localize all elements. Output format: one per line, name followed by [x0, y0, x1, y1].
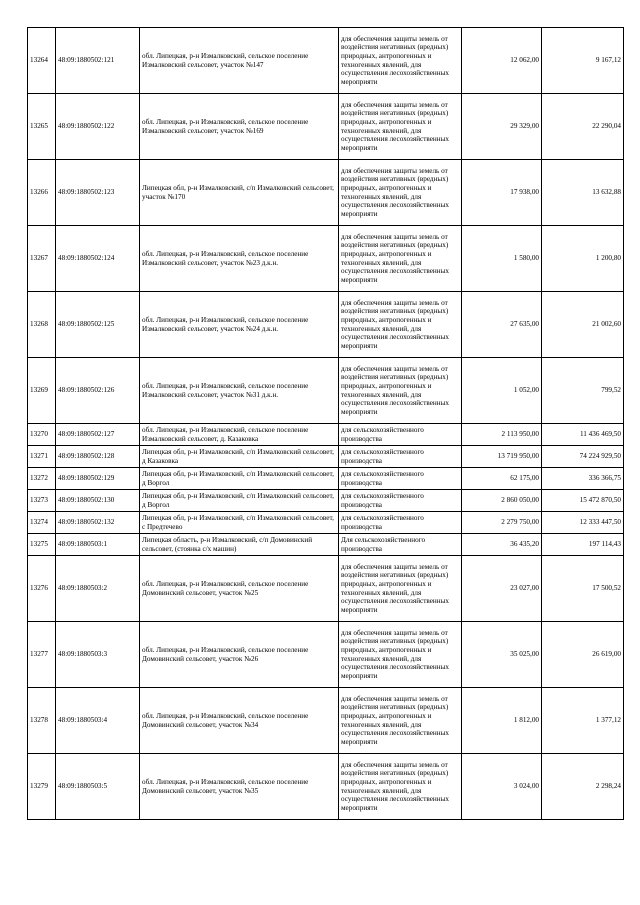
table-body	[28, 28, 624, 820]
row-number: 13269	[28, 358, 56, 424]
area-value: 1 812,00	[462, 688, 542, 754]
address: обл. Липецкая, р-н Измалковский, сельское поселение Измалковский сельсовет, участок №24 д.к.н.	[140, 292, 339, 358]
area-value: 1 580,00	[462, 226, 542, 292]
address: Липецкая обл, р-н Измалковский, с/п Измалковский сельсовет, д Воргол	[140, 468, 339, 490]
area-value: 62 175,00	[462, 468, 542, 490]
cadastral-number: 48:09:1880502:122	[56, 94, 140, 160]
cadastral-number: 48:09:1880503:2	[56, 556, 140, 622]
area-value: 1 052,00	[462, 358, 542, 424]
cadastral-number: 48:09:1880502:121	[56, 28, 140, 94]
table-row	[28, 556, 624, 622]
area-value: 36 435,20	[462, 534, 542, 556]
table-row	[28, 468, 624, 490]
permitted-use: для обеспечения защиты земель от воздействия негативных (вредных) природных, антропогенных и техногенных явлений, для осуществления лесохозяйственных мероприяти	[339, 160, 462, 226]
area-value: 3 024,00	[462, 754, 542, 820]
cadastral-number: 48:09:1880502:124	[56, 226, 140, 292]
land-register-table	[27, 27, 624, 820]
cadastral-value: 336 366,75	[542, 468, 624, 490]
address: обл. Липецкая, р-н Измалковский, сельское поселение Измалковский сельсовет, участок №147	[140, 28, 339, 94]
cadastral-number: 48:09:1880502:127	[56, 424, 140, 446]
permitted-use: для обеспечения защиты земель от воздействия негативных (вредных) природных, антропогенных и техногенных явлений, для осуществления лесохозяйственных мероприяти	[339, 292, 462, 358]
cadastral-value: 2 298,24	[542, 754, 624, 820]
row-number: 13272	[28, 468, 56, 490]
row-number: 13276	[28, 556, 56, 622]
row-number: 13278	[28, 688, 56, 754]
row-number: 13270	[28, 424, 56, 446]
area-value: 27 635,00	[462, 292, 542, 358]
row-number: 13275	[28, 534, 56, 556]
permitted-use: для обеспечения защиты земель от воздействия негативных (вредных) природных, антропогенных и техногенных явлений, для осуществления лесохозяйственных мероприяти	[339, 754, 462, 820]
row-number: 13274	[28, 512, 56, 534]
permitted-use: для обеспечения защиты земель от воздействия негативных (вредных) природных, антропогенных и техногенных явлений, для осуществления лесохозяйственных мероприяти	[339, 556, 462, 622]
table-row	[28, 94, 624, 160]
cadastral-value: 13 632,88	[542, 160, 624, 226]
address: Липецкая обл, р-н Измалковский, с/п Измалковский сельсовет, с Предтечево	[140, 512, 339, 534]
table-row	[28, 292, 624, 358]
permitted-use: для сельскохозяйственного производства	[339, 468, 462, 490]
cadastral-number: 48:09:1880502:129	[56, 468, 140, 490]
cadastral-value: 15 472 870,50	[542, 490, 624, 512]
address: Липецкая обл, р-н Измалковский, с/п Измалковский сельсовет, д Казаковка	[140, 446, 339, 468]
area-value: 2 860 050,00	[462, 490, 542, 512]
cadastral-value: 9 167,12	[542, 28, 624, 94]
cadastral-value: 1 200,80	[542, 226, 624, 292]
cadastral-number: 48:09:1880502:125	[56, 292, 140, 358]
address: обл. Липецкая, р-н Измалковский, сельское поселение Измалковский сельсовет, участок №31 д.к.н.	[140, 358, 339, 424]
cadastral-value: 197 114,43	[542, 534, 624, 556]
permitted-use: для сельскохозяйственного производства	[339, 490, 462, 512]
row-number: 13268	[28, 292, 56, 358]
area-value: 17 938,00	[462, 160, 542, 226]
permitted-use: Для сельскохозяйственного производства	[339, 534, 462, 556]
cadastral-value: 22 290,04	[542, 94, 624, 160]
permitted-use: для обеспечения защиты земель от воздействия негативных (вредных) природных, антропогенных и техногенных явлений, для осуществления лесохозяйственных мероприяти	[339, 94, 462, 160]
cadastral-number: 48:09:1880503:5	[56, 754, 140, 820]
area-value: 2 279 750,00	[462, 512, 542, 534]
cadastral-number: 48:09:1880503:3	[56, 622, 140, 688]
cadastral-value: 1 377,12	[542, 688, 624, 754]
address: Липецкая обл, р-н Измалковский, с/п Измалковский сельсовет, д Воргол	[140, 490, 339, 512]
row-number: 13267	[28, 226, 56, 292]
address: обл. Липецкая, р-н Измалковский, сельское поселение Измалковский сельсовет, д. Казаковка	[140, 424, 339, 446]
table-row	[28, 160, 624, 226]
permitted-use: для обеспечения защиты земель от воздействия негативных (вредных) природных, антропогенных и техногенных явлений, для осуществления лесохозяйственных мероприяти	[339, 28, 462, 94]
cadastral-value: 17 500,52	[542, 556, 624, 622]
table-row	[28, 424, 624, 446]
permitted-use: для обеспечения защиты земель от воздействия негативных (вредных) природных, антропогенных и техногенных явлений, для осуществления лесохозяйственных мероприяти	[339, 226, 462, 292]
row-number: 13279	[28, 754, 56, 820]
cadastral-number: 48:09:1880502:126	[56, 358, 140, 424]
table-row	[28, 534, 624, 556]
address: обл. Липецкая, р-н Измалковский, сельское поселение Измалковский сельсовет, участок №169	[140, 94, 339, 160]
address: обл. Липецкая, р-н Измалковский, сельское поселение Домовинский сельсовет, участок №25	[140, 556, 339, 622]
row-number: 13273	[28, 490, 56, 512]
cadastral-value: 21 002,60	[542, 292, 624, 358]
cadastral-number: 48:09:1880503:4	[56, 688, 140, 754]
row-number: 13271	[28, 446, 56, 468]
table-row	[28, 490, 624, 512]
cadastral-value: 12 333 447,50	[542, 512, 624, 534]
cadastral-number: 48:09:1880502:123	[56, 160, 140, 226]
table-row	[28, 622, 624, 688]
cadastral-value: 11 436 469,50	[542, 424, 624, 446]
row-number: 13277	[28, 622, 56, 688]
table-row	[28, 226, 624, 292]
address: обл. Липецкая, р-н Измалковский, сельское поселение Домовинский сельсовет, участок №35	[140, 754, 339, 820]
permitted-use: для обеспечения защиты земель от воздействия негативных (вредных) природных, антропогенных и техногенных явлений, для осуществления лесохозяйственных мероприяти	[339, 358, 462, 424]
area-value: 35 025,00	[462, 622, 542, 688]
permitted-use: для сельскохозяйственного производства	[339, 446, 462, 468]
table-row	[28, 754, 624, 820]
permitted-use: для обеспечения защиты земель от воздействия негативных (вредных) природных, антропогенных и техногенных явлений, для осуществления лесохозяйственных мероприяти	[339, 688, 462, 754]
area-value: 12 062,00	[462, 28, 542, 94]
cadastral-value: 26 619,00	[542, 622, 624, 688]
row-number: 13265	[28, 94, 56, 160]
permitted-use: для сельскохозяйственного производства	[339, 424, 462, 446]
area-value: 2 113 950,00	[462, 424, 542, 446]
table-row	[28, 512, 624, 534]
address: Липецкая обл, р-н Измалковский, с/п Измалковский сельсовет, участок №170	[140, 160, 339, 226]
address: обл. Липецкая, р-н Измалковский, сельское поселение Домовинский сельсовет, участок №34	[140, 688, 339, 754]
table-row	[28, 688, 624, 754]
cadastral-number: 48:09:1880502:130	[56, 490, 140, 512]
address: обл. Липецкая, р-н Измалковский, сельское поселение Измалковский сельсовет, участок №23 д.к.н.	[140, 226, 339, 292]
area-value: 23 027,00	[462, 556, 542, 622]
table-row	[28, 446, 624, 468]
cadastral-number: 48:09:1880502:132	[56, 512, 140, 534]
area-value: 13 719 950,00	[462, 446, 542, 468]
permitted-use: для обеспечения защиты земель от воздействия негативных (вредных) природных, антропогенных и техногенных явлений, для осуществления лесохозяйственных мероприяти	[339, 622, 462, 688]
table-row	[28, 358, 624, 424]
cadastral-number: 48:09:1880503:1	[56, 534, 140, 556]
permitted-use: для сельскохозяйственного производства	[339, 512, 462, 534]
row-number: 13266	[28, 160, 56, 226]
area-value: 29 329,00	[462, 94, 542, 160]
cadastral-value: 74 224 929,50	[542, 446, 624, 468]
cadastral-value: 799,52	[542, 358, 624, 424]
cadastral-number: 48:09:1880502:128	[56, 446, 140, 468]
address: Липецкая область, р-н Измалковский, с/п Домовинский сельсовет, (стоянка с/х машин)	[140, 534, 339, 556]
address: обл. Липецкая, р-н Измалковский, сельское поселение Домовинский сельсовет, участок №26	[140, 622, 339, 688]
row-number: 13264	[28, 28, 56, 94]
table-row	[28, 28, 624, 94]
